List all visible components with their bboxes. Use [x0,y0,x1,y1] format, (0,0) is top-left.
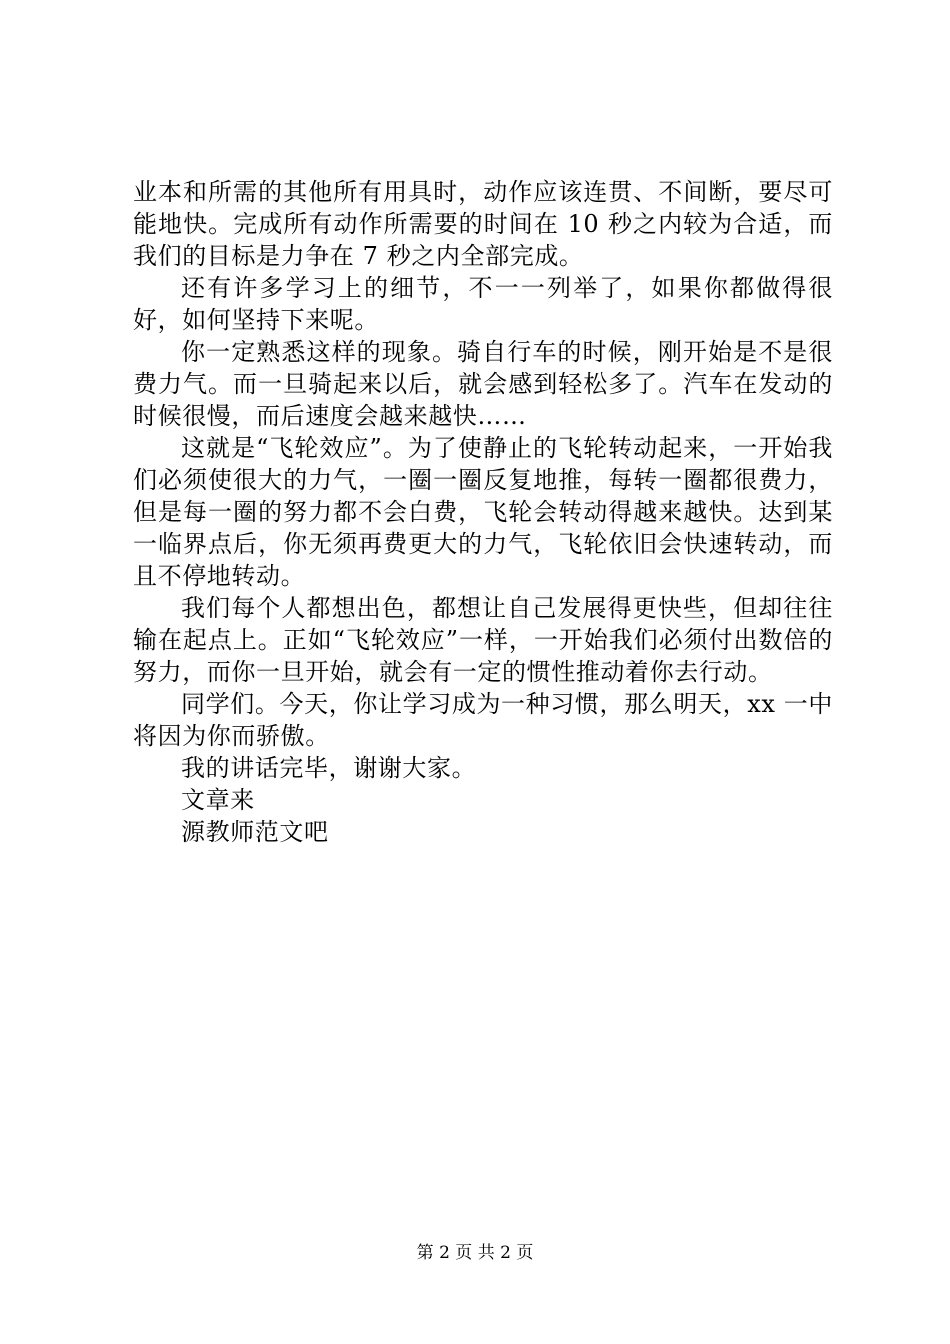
paragraph-bicycle-example: 你一定熟悉这样的现象。骑自行车的时候，刚开始是不是很费力气。而一旦骑起来以后，就会感到轻松多了。汽车在发动的时候很慢，而后速度会越来越快…… [133,338,833,430]
paragraph-closing: 我的讲话完毕，谢谢大家。 [181,754,477,782]
paragraph-everyone-wants: 我们每个人都想出色，都想让自己发展得更快些，但却往往输在起点上。正如“飞轮效应”一样，一开始我们必须付出数倍的努力，而你一旦开始，就会有一定的惯性推动着你去行动。 [133,594,833,686]
paragraph-study-details: 还有许多学习上的细节，不一一列举了，如果你都做得很好，如何坚持下来呢。 [133,274,833,334]
paragraph-flywheel-effect: 这就是“飞轮效应”。为了使静止的飞轮转动起来，一开始我们必须使很大的力气，一圈一圈反复地推，每转一圈都很费力，但是每一圈的努力都不会白费，飞轮会转动得越来越快。达到某一临界点后，你无须再费更大的力气，飞轮依旧会快速转动，而且不停地转动。 [133,434,833,590]
paragraph-continuation: 业本和所需的其他所有用具时，动作应该连贯、不间断，要尽可能地快。完成所有动作所需要的时间在 10 秒之内较为合适，而我们的目标是力争在 7 秒之内全部完成。 [133,178,833,270]
paragraph-classmates: 同学们。今天，你让学习成为一种习惯，那么明天，xx 一中将因为你而骄傲。 [133,690,833,750]
paragraph-source-line-2: 源教师范文吧 [181,818,329,846]
page-footer: 第 2 页 共 2 页 [416,1243,534,1263]
document-body [133,176,833,848]
paragraph-source-line-1: 文章来 [181,786,255,814]
